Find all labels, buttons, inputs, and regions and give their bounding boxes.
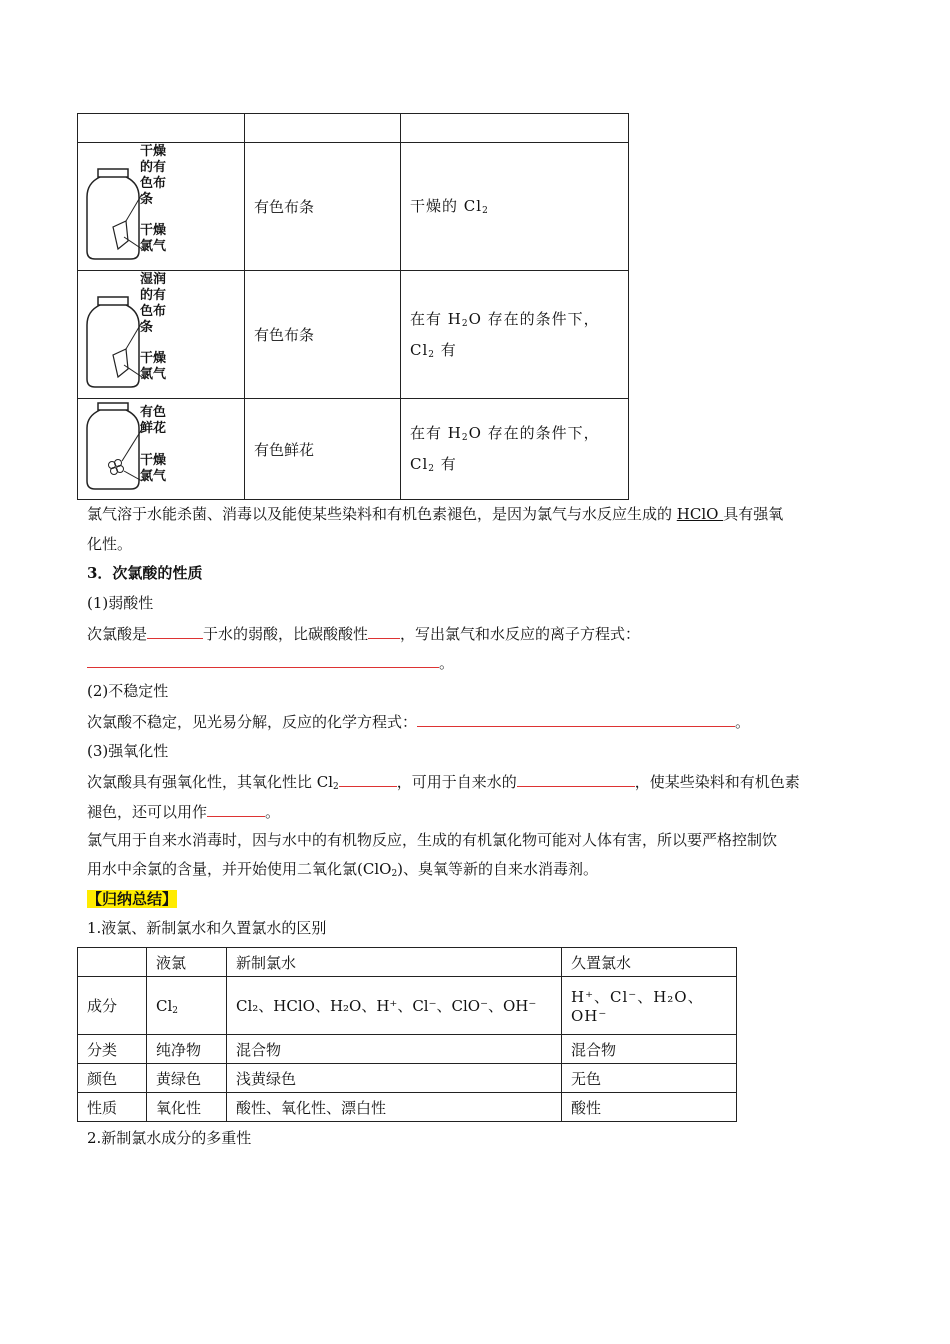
question-text: 次氯酸是 [87, 625, 148, 643]
table-row [78, 143, 629, 271]
chlorine-use-paragraph: 氯气用于自来水消毒时，因与水中的有机物反应，生成的有机氯化物可能对人体有害，所以要严格控制饮 [87, 831, 778, 849]
question-text: ，使某些染料和有机色素 [634, 773, 800, 791]
question-text: 次氯酸具有强氧化性，其氧化性比 Cl [87, 773, 334, 791]
subscript: 2 [333, 782, 339, 792]
conclusion-text: 在有 H [410, 424, 462, 442]
subscript: 2 [172, 1005, 179, 1016]
formula: Cl [410, 340, 429, 359]
decomposition-equation-blank[interactable] [417, 710, 735, 727]
subscript: 2 [428, 349, 436, 360]
subscript: 2 [391, 869, 398, 879]
instability-question [87, 710, 877, 733]
question-text: 于水的弱酸，比碳酸酸性 [203, 625, 369, 643]
paragraph-text: 用水中余氯的含量，并开始使用二氧化氯(ClO [87, 860, 392, 878]
subscript: 2 [461, 318, 469, 329]
hclo-answer: HClO [676, 505, 724, 523]
table-row [78, 271, 629, 399]
table-cell: 氧化性 [147, 1093, 227, 1122]
header-cell [401, 114, 629, 143]
jar-bottom-label: 干燥氯气 [140, 351, 167, 382]
conclusion-cell [401, 271, 629, 399]
table-cell: 无色 [562, 1064, 737, 1093]
conclusion-text: O 存在的条件下， [468, 424, 600, 442]
hclo-explanation-cont: 化性。 [87, 535, 133, 553]
table-header-row [78, 114, 629, 143]
jar-top-label: 干燥的有色布条 [140, 144, 167, 207]
answer-blank[interactable] [368, 622, 400, 639]
jar-bottom-label: 干燥氯气 [140, 453, 167, 484]
jar-figure-cell [78, 271, 245, 399]
weak-acid-heading: (1)弱酸性 [87, 594, 154, 612]
header-cell [78, 948, 147, 977]
ionic-equation-line [87, 651, 877, 674]
table-cell: 纯净物 [147, 1035, 227, 1064]
question-text: 褪色，还可以用作 [87, 803, 208, 821]
conclusion-text: 有 [440, 340, 457, 359]
header-cell: 液氯 [147, 948, 227, 977]
punctuation: 。 [439, 654, 455, 672]
conclusion-text: O 存在的条件下， [468, 309, 600, 328]
hclo-explanation [87, 503, 877, 525]
table-cell: 混合物 [562, 1035, 737, 1064]
punctuation: 。 [735, 713, 751, 731]
jar-bottom-label: 干燥氯气 [140, 223, 167, 254]
material-cell: 有色布条 [245, 271, 401, 399]
answer-blank[interactable] [147, 622, 203, 639]
table-row [78, 1093, 737, 1122]
paragraph-text: 氯气溶于水能杀菌、消毒以及能使某些染料和有机色素褪色，是因为氯气与水反应生成的 [87, 505, 677, 523]
dry-cloth-jar-figure [84, 149, 144, 264]
subscript: 2 [428, 464, 436, 474]
subscript: 2 [461, 433, 469, 443]
header-cell [78, 114, 245, 143]
summary-table [77, 947, 737, 1122]
material-cell: 有色鲜花 [245, 399, 401, 500]
answer-blank[interactable] [207, 800, 265, 817]
answer-blank[interactable] [339, 770, 397, 787]
answer-blank[interactable] [517, 770, 635, 787]
table-cell: 黄绿色 [147, 1064, 227, 1093]
table-row [78, 977, 737, 1035]
instability-heading: (2)不稳定性 [87, 682, 169, 700]
row-label: 性质 [78, 1093, 147, 1122]
wet-cloth-jar-figure [84, 277, 144, 392]
jar-top-label: 湿润的有色布条 [140, 272, 167, 335]
flower-jar-figure [84, 401, 144, 493]
subscript: 2 [482, 206, 489, 216]
question-text: ，写出氯气和水反应的离子方程式： [400, 625, 641, 643]
jar-figure-cell [78, 399, 245, 500]
table-cell: Cl₂、HClO、H₂O、H⁺、Cl⁻、ClO⁻、OH⁻ [227, 977, 562, 1035]
conclusion-text: 有 [440, 455, 457, 473]
table-cell: 浅黄绿色 [227, 1064, 562, 1093]
table-row [78, 399, 629, 500]
table-cell: 混合物 [227, 1035, 562, 1064]
paragraph-text: 具有强氧 [723, 505, 784, 523]
row-label: 成分 [78, 977, 147, 1035]
weak-acid-question [87, 622, 877, 645]
experiment-table [77, 113, 629, 500]
row-label: 颜色 [78, 1064, 147, 1093]
material-cell: 有色布条 [245, 143, 401, 271]
chlorine-use-paragraph-cont [87, 858, 877, 880]
conclusion-cell [401, 399, 629, 500]
table-row [78, 1035, 737, 1064]
table-cell: H⁺、Cl⁻、H₂O、OH⁻ [562, 977, 737, 1035]
punctuation: 。 [265, 803, 281, 821]
summary-tag-line [87, 888, 877, 910]
header-cell: 久置氯水 [562, 948, 737, 977]
question-text: 次氯酸不稳定，见光易分解，反应的化学方程式： [87, 713, 418, 731]
oxidizing-question-cont [87, 800, 877, 823]
question-text: ，可用于自来水的 [396, 773, 517, 791]
oxidizing-heading: (3)强氧化性 [87, 742, 169, 760]
oxidizing-question [87, 770, 877, 793]
conclusion-text: 干燥的 [410, 197, 459, 215]
conclusion-cell [401, 143, 629, 271]
header-cell [245, 114, 401, 143]
summary-item-2: 2.新制氯水成分的多重性 [87, 1129, 252, 1147]
table-cell: 酸性、氧化性、漂白性 [227, 1093, 562, 1122]
formula: Cl [463, 197, 483, 215]
jar-top-label: 有色鲜花 [140, 405, 167, 436]
header-cell: 新制氯水 [227, 948, 562, 977]
paragraph-text: )、臭氧等新的自来水消毒剂。 [397, 860, 599, 878]
formula: Cl [156, 996, 173, 1015]
table-cell [147, 977, 227, 1035]
formula: Cl [410, 455, 429, 473]
section-title: 3．次氯酸的性质 [87, 564, 203, 582]
summary-item-1: 1.液氯、新制氯水和久置氯水的区别 [87, 919, 327, 937]
summary-tag: 【归纳总结】 [87, 890, 178, 908]
table-header-row [78, 948, 737, 977]
table-cell: 酸性 [562, 1093, 737, 1122]
table-row [78, 1064, 737, 1093]
jar-figure-cell [78, 143, 245, 271]
ionic-equation-blank[interactable] [87, 651, 439, 668]
conclusion-text: 在有 H [410, 309, 462, 328]
row-label: 分类 [78, 1035, 147, 1064]
